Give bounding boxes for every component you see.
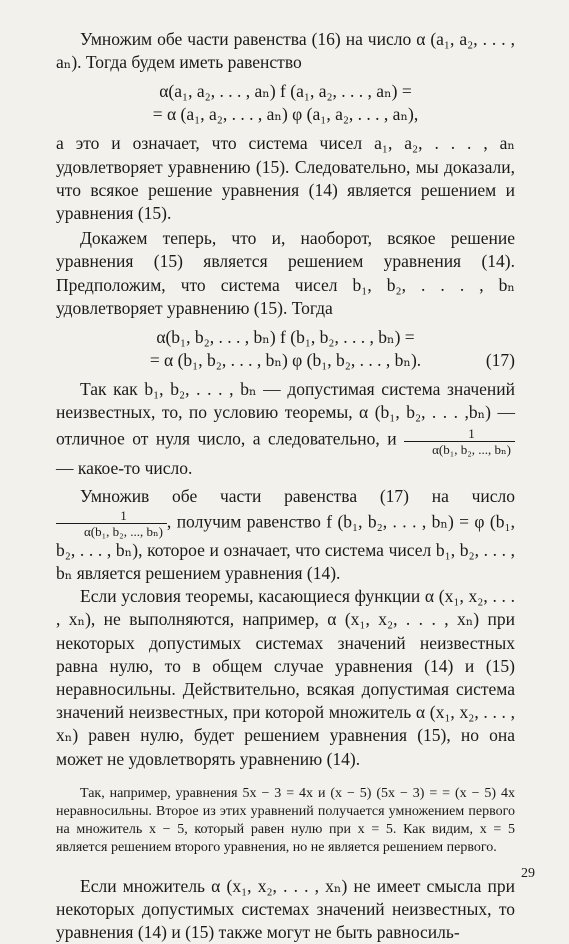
- paragraph-7: Если множитель α (x₁, x₂, . . . , xₙ) не имеет смысла при некоторых допустимых системах значений неизвестных, то уравнения (14) и (15) также могут не быть равносиль-: [56, 875, 515, 943]
- fraction-one-over-alpha-b: [404, 426, 515, 457]
- page-number: 29: [521, 866, 535, 881]
- paragraph-4-text: Так как b₁, b₂, . . . , bₙ — допустимая система значений неизвестных, то, по условию теоремы, α (b₁, b₂, . . . ,bₙ) — отличное от нуля число, а следовательно, и: [56, 379, 515, 449]
- equation-17-line-1: α(b₁, b₂, . . . , bₙ) f (b₁, b₂, . . . , bₙ) =: [156, 327, 415, 348]
- paragraph-6: Если условия теоремы, касающиеся функции α (x₁, x₂, . . . , xₙ), не выполняются, например, α (x₁, x₂, . . . , xₙ) при некоторых допустимых системах значений неизвестных равна нулю, то в общем случае уравнения (14) и (15) неравносильны. Действительно, всякая допустимая система значений неизвестных, при которой множитель α (x₁, x₂, . . . , xₙ) равен нулю, будет решением уравнения (15), но она может не удовлетворять уравнению (14).: [56, 586, 515, 769]
- paragraph-5: [56, 485, 515, 586]
- paragraph-5-start: Умножив обе части равенства (17) на число: [80, 485, 515, 506]
- paragraph-3: Докажем теперь, что и, наоборот, всякое решение уравнения (15) является решением уравнения (14). Предположим, что система чисел b₁, b₂, . . . , bₙ удовлетворяет уравнению (15). Тогда: [56, 228, 515, 318]
- fraction-denominator: α(b₁, b₂, ..., bₙ): [84, 523, 163, 539]
- paragraph-1: Умножим обе части равенства (16) на число α (a₁, a₂, . . . , aₙ). Тогда будем иметь равенство: [56, 29, 515, 73]
- example-small-print: Так, например, уравнения 5x − 3 = 4x и (x − 5) (5x − 3) = = (x − 5) 4x неравносильны. Второе из этих уравнений получается умножением первого на множитель x − 5, который равен нулю при x = 5. Как видим, x = 5 является решением второго уравнения, но не является решением первого.: [56, 785, 515, 855]
- equation-number: (17): [485, 350, 515, 371]
- equation-16-multiplied: [56, 80, 515, 126]
- spacer: [56, 857, 515, 875]
- fraction-denominator: α(b₁, b₂, ..., bₙ): [432, 442, 511, 458]
- fraction-numerator: 1: [404, 426, 515, 442]
- equation-line-1: α(a₁, a₂, . . . , aₙ) f (a₁, a₂, . . . , aₙ) =: [159, 81, 412, 102]
- equation-17-line-2: = α (b₁, b₂, . . . , bₙ) φ (b₁, b₂, . . . , bₙ).: [149, 350, 422, 371]
- paragraph-4: [56, 378, 515, 481]
- fraction-one-over-alpha-b-inline: [56, 508, 167, 539]
- equation-line-2: = α (a₁, a₂, . . . , aₙ) φ (a₁, a₂, . . . , aₙ),: [152, 104, 419, 125]
- paragraph-2: а это и означает, что система чисел a₁, a₂, . . . , aₙ удовлетворяет уравнению (15). Следовательно, мы доказали, что всякое решение уравнения (14) является решением и уравнения (15).: [56, 133, 515, 224]
- paragraph-5-end: , получим равенство f (b₁, b₂, . . . , bₙ) = φ (b₁, b₂, . . . , bₙ), которое и означает, что система чисел b₁, b₂, . . . , bₙ является решением уравнения (14).: [56, 511, 515, 584]
- paragraph-4-tail: — какое-то число.: [56, 458, 193, 479]
- fraction-numerator: 1: [56, 508, 167, 524]
- equation-17: [56, 326, 515, 372]
